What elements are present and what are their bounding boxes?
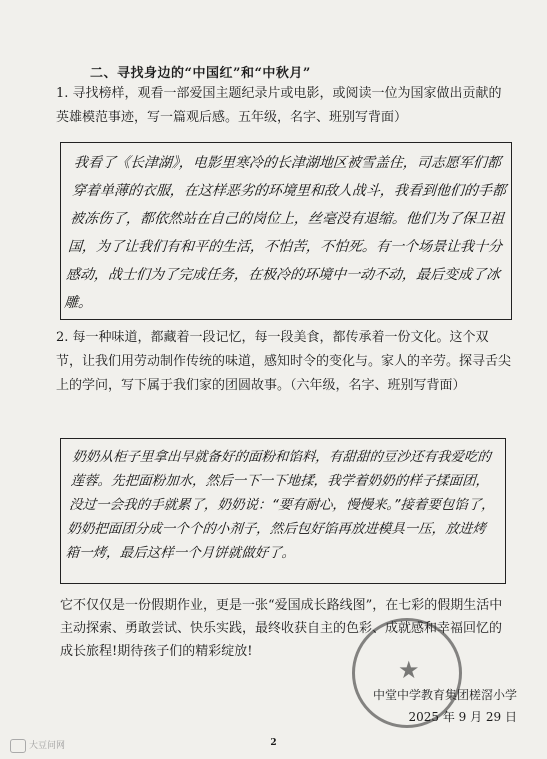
signature-org: 中堂中学教育集团槎滘小学 (372, 688, 517, 702)
page-number: 2 (270, 738, 277, 748)
section-heading: 二、寻找身边的“中国红”和“中秋月” (90, 66, 311, 81)
task2-answer-box (60, 438, 506, 584)
task2-handwritten-answer: 奶奶从柜子里拿出早就备好的面粉和馅料，有甜甜的豆沙还有我爱吃的莲蓉。先把面粉加水，然后一下一下地揉，我学着奶奶的样子揉面团，没过一会我的手就累了，奶奶说：“要有耐心，慢慢来。”接着要包馅了，奶奶把面团分成一个个的小剂子，然后包好馅再放进模具一压，放进烤箱一烤，最后这样一个月饼就做好了。 (65, 449, 496, 561)
task1-handwritten-answer: 我看了《长津湖》，电影里寒冷的长津湖地区被雪盖住，司志愿军们都穿着单薄的衣服，在这样恶劣的环境里和敌人战斗，我看到他们的手都被冻伤了，都依然站在自己的岗位上，丝毫没有退缩。他们为了保卫祖国，为了让我们有和平的生活，不怕苦，不怕死。有一个场景让我十分感动，战士们为了完成任务，在极冷的环境中一动不动，最后变成了冰雕。 (63, 155, 507, 311)
signature-date: 2025 年 9 月 29 日 (408, 710, 517, 724)
watermark-text: 大豆问网 (29, 741, 66, 751)
signature-block (373, 684, 517, 728)
task1-prompt: 1. 寻找榜样，观看一部爱国主题纪录片或电影，或阅读一位为国家做出贡献的英雄模范事迹，写一篇观后感。五年级，名字、班别写背面） (56, 86, 502, 125)
closing-paragraph: 它不仅仅是一份假期作业，更是一张“爱国成长路线图”，在七彩的假期生活中主动探索、勇敢尝试、快乐实践，最终收获自主的色彩、成就感和幸福回忆的成长旅程!期待孩子们的精彩绽放! (60, 598, 503, 659)
task1-answer-box (60, 142, 512, 320)
task2-prompt: 2. 每一种味道，都藏着一段记忆，每一段美食，都传承着一份文化。这个双节，让我们用劳动制作传统的味道，感知时令的变化与。家人的辛劳。探寻舌尖上的学问，写下属于我们家的团圆故事。（六年级，名字、班别写背面） (56, 330, 512, 393)
seal-star-icon: ★ (398, 656, 420, 684)
